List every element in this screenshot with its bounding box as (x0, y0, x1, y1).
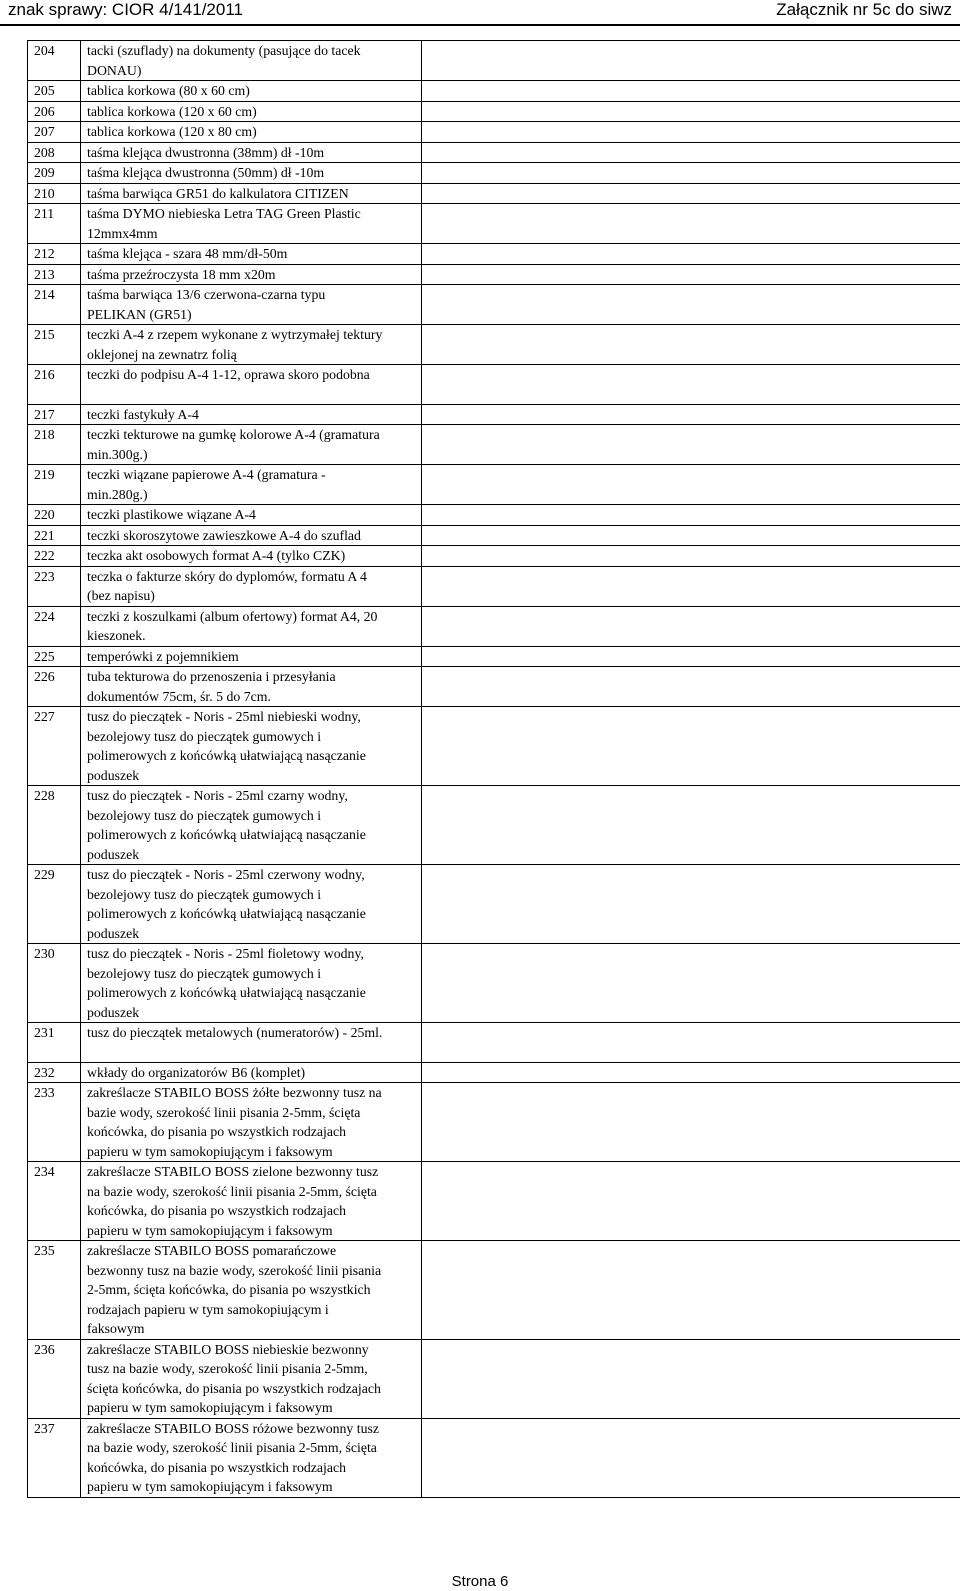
empty-cell (422, 122, 960, 143)
item-description (81, 667, 422, 707)
description-line: rodzajach papieru w tym samokopiującym i (87, 1301, 329, 1317)
description-line: 2-5mm, ścięta końcówka, do pisania po wszystkich (87, 1282, 371, 1297)
item-number: 232 (28, 1062, 81, 1083)
item-description (81, 204, 422, 244)
empty-cell (422, 163, 960, 184)
description-line: końcówka, do pisania po wszystkich rodzajach (87, 1203, 347, 1218)
table-row (28, 606, 960, 646)
table-row (28, 667, 960, 707)
empty-cell (422, 1023, 960, 1063)
description-line: taśma klejąca dwustronna (38mm) dł -10m (87, 144, 325, 160)
empty-cell (422, 101, 960, 122)
table-row (28, 101, 960, 122)
description-line: tablica korkowa (80 x 60 cm) (87, 83, 250, 98)
description-line: polimerowych z końcówką ułatwiającą nasączanie (87, 748, 366, 763)
empty-cell (422, 264, 960, 285)
item-description (81, 546, 422, 567)
table-row (28, 264, 960, 285)
description-line: taśma barwiąca 13/6 czerwona-czarna typu (87, 287, 326, 302)
item-number: 213 (28, 264, 81, 285)
empty-cell (422, 325, 960, 365)
empty-cell (422, 1062, 960, 1083)
empty-cell (422, 365, 960, 405)
description-line: bezolejowy tusz do pieczątek gumowych i (87, 728, 322, 744)
table-row (28, 1162, 960, 1241)
item-description (81, 646, 422, 667)
description-line: teczki skoroszytowe zawieszkowe A-4 do szuflad (87, 527, 361, 543)
item-number: 226 (28, 667, 81, 707)
empty-cell (422, 41, 960, 81)
description-line: papieru w tym samokopiującym i faksowym (87, 1479, 333, 1494)
table-row (28, 707, 960, 786)
description-line: dokumentów 75cm, śr. 5 do 7cm. (87, 688, 271, 704)
item-number: 230 (28, 944, 81, 1023)
case-number: znak sprawy: CIOR 4/141/2011 (8, 0, 243, 19)
item-description (81, 81, 422, 102)
empty-cell (422, 865, 960, 944)
item-number: 211 (28, 204, 81, 244)
empty-cell (422, 1241, 960, 1340)
item-number: 225 (28, 646, 81, 667)
description-line: polimerowych z końcówką ułatwiającą nasączanie (87, 985, 366, 1000)
item-number: 220 (28, 505, 81, 526)
description-line: zakreślacze STABILO BOSS pomarańczowe (87, 1243, 337, 1258)
page-header (0, 0, 960, 26)
item-number: 218 (28, 425, 81, 465)
item-description (81, 1162, 422, 1241)
table-row (28, 786, 960, 865)
description-line: zakreślacze STABILO BOSS niebieskie bezwonny (87, 1341, 369, 1357)
item-description (81, 163, 422, 184)
empty-cell (422, 646, 960, 667)
description-line: oklejonej na zewnatrz folią (87, 346, 237, 362)
description-line: bazie wody, szerokość linii pisania 2-5mm, ścięta (87, 1104, 361, 1120)
item-number: 219 (28, 465, 81, 505)
empty-cell (422, 183, 960, 204)
description-line: poduszek (87, 1004, 140, 1020)
item-description (81, 404, 422, 425)
empty-cell (422, 566, 960, 606)
description-line: (bez napisu) (87, 588, 155, 603)
table-row (28, 1083, 960, 1162)
empty-cell (422, 465, 960, 505)
item-description (81, 41, 422, 81)
description-line: zakreślacze STABILO BOSS różowe bezwonny tusz (87, 1420, 379, 1436)
description-line: teczka akt osobowych format A-4 (tylko CZK) (87, 548, 346, 563)
description-line: tusz do pieczątek - Noris - 25ml fioletowy wodny, (87, 946, 364, 961)
description-line: bezolejowy tusz do pieczątek gumowych i (87, 807, 322, 823)
item-description (81, 101, 422, 122)
item-number: 231 (28, 1023, 81, 1063)
empty-cell (422, 285, 960, 325)
description-line: min.300g.) (87, 446, 148, 462)
item-description (81, 566, 422, 606)
table-row (28, 365, 960, 405)
table-row (28, 1062, 960, 1083)
item-number: 228 (28, 786, 81, 865)
description-line: bezolejowy tusz do pieczątek gumowych i (87, 965, 322, 981)
table-row (28, 325, 960, 365)
item-number: 222 (28, 546, 81, 567)
item-number: 237 (28, 1418, 81, 1497)
empty-cell (422, 142, 960, 163)
empty-cell (422, 1418, 960, 1497)
table-row (28, 41, 960, 81)
table-row (28, 1023, 960, 1063)
description-line: polimerowych z końcówką ułatwiającą nasączanie (87, 827, 366, 842)
item-number: 206 (28, 101, 81, 122)
item-number: 215 (28, 325, 81, 365)
description-line: kieszonek. (87, 628, 146, 643)
item-description (81, 525, 422, 546)
empty-cell (422, 404, 960, 425)
attachment-label: Załącznik nr 5c do siwz (776, 0, 952, 19)
item-description (81, 707, 422, 786)
description-line: taśma przeźroczysta 18 mm x20m (87, 266, 276, 282)
table-row (28, 944, 960, 1023)
item-description (81, 122, 422, 143)
description-line: faksowym (87, 1321, 145, 1336)
description-line: teczki A-4 z rzepem wykonane z wytrzymałej tektury (87, 327, 383, 342)
description-line: ścięta końcówka, do pisania po wszystkich rodzajach (87, 1380, 381, 1396)
table-row (28, 122, 960, 143)
empty-cell (422, 525, 960, 546)
items-table-body (28, 41, 960, 1498)
item-number: 212 (28, 244, 81, 265)
description-line: tacki (szuflady) na dokumenty (pasujące do tacek (87, 43, 361, 58)
item-description (81, 1241, 422, 1340)
table-row (28, 81, 960, 102)
description-line: tuba tekturowa do przenoszenia i przesyłania (87, 669, 336, 684)
page-number: Strona 6 (451, 1573, 509, 1590)
table-row (28, 204, 960, 244)
item-description (81, 425, 422, 465)
item-number: 204 (28, 41, 81, 81)
empty-cell (422, 944, 960, 1023)
table-row (28, 142, 960, 163)
description-line: PELIKAN (GR51) (87, 306, 192, 322)
empty-cell (422, 425, 960, 465)
item-number: 210 (28, 183, 81, 204)
description-line: poduszek (87, 767, 140, 783)
empty-cell (422, 81, 960, 102)
table-row (28, 244, 960, 265)
item-description (81, 325, 422, 365)
items-table (27, 40, 960, 1498)
item-description (81, 1083, 422, 1162)
item-number: 221 (28, 525, 81, 546)
description-line: tusz do pieczątek - Noris - 25ml czarny wodny, (87, 788, 348, 803)
table-row (28, 465, 960, 505)
table-row (28, 505, 960, 526)
description-line: końcówka, do pisania po wszystkich rodzajach (87, 1459, 347, 1475)
item-description (81, 606, 422, 646)
description-line: temperówki z pojemnikiem (87, 648, 239, 664)
empty-cell (422, 1083, 960, 1162)
description-line: papieru w tym samokopiującym i faksowym (87, 1400, 333, 1415)
item-number: 236 (28, 1339, 81, 1418)
item-number: 209 (28, 163, 81, 184)
item-description (81, 505, 422, 526)
item-description (81, 944, 422, 1023)
table-row (28, 285, 960, 325)
item-description (81, 1062, 422, 1083)
description-line: bezwonny tusz na bazie wody, szerokość linii pisania (87, 1262, 382, 1278)
description-line: tablica korkowa (120 x 80 cm) (87, 124, 257, 139)
description-line: teczka o fakturze skóry do dyplomów, formatu A 4 (87, 568, 367, 584)
table-row (28, 1339, 960, 1418)
table-row (28, 546, 960, 567)
description-line: teczki do podpisu A-4 1-12, oprawa skoro podobna (87, 367, 370, 382)
empty-cell (422, 1162, 960, 1241)
item-description (81, 365, 422, 405)
description-line: papieru w tym samokopiującym i faksowym (87, 1143, 333, 1159)
item-number: 227 (28, 707, 81, 786)
table-row (28, 525, 960, 546)
item-number: 224 (28, 606, 81, 646)
description-line: DONAU) (87, 62, 142, 78)
description-line: teczki z koszulkami (album ofertowy) format A4, 20 (87, 608, 378, 624)
description-line: teczki fastykuły A-4 (87, 406, 199, 422)
table-row (28, 865, 960, 944)
empty-cell (422, 244, 960, 265)
description-line: tusz do pieczątek - Noris - 25ml niebieski wodny, (87, 709, 361, 724)
item-number: 217 (28, 404, 81, 425)
item-description (81, 786, 422, 865)
description-line: taśma DYMO niebieska Letra TAG Green Plastic (87, 206, 361, 221)
empty-cell (422, 204, 960, 244)
item-number: 223 (28, 566, 81, 606)
description-line: taśma klejąca dwustronna (50mm) dł -10m (87, 165, 325, 180)
empty-cell (422, 667, 960, 707)
description-line: tusz do pieczątek - Noris - 25ml czerwony wodny, (87, 867, 365, 882)
table-row (28, 404, 960, 425)
item-description (81, 1418, 422, 1497)
description-line: taśma klejąca - szara 48 mm/dł-50m (87, 246, 288, 261)
description-line: polimerowych z końcówką ułatwiającą nasączanie (87, 906, 366, 921)
item-number: 207 (28, 122, 81, 143)
description-line: na bazie wody, szerokość linii pisania 2-5mm, ścięta (87, 1440, 377, 1455)
table-row (28, 425, 960, 465)
header-rule (0, 24, 960, 26)
empty-cell (422, 1339, 960, 1418)
row-spacer (87, 1043, 421, 1062)
description-line: na bazie wody, szerokość linii pisania 2-5mm, ścięta (87, 1183, 377, 1199)
item-number: 234 (28, 1162, 81, 1241)
item-number: 229 (28, 865, 81, 944)
item-description (81, 244, 422, 265)
description-line: teczki tekturowe na gumkę kolorowe A-4 (gramatura (87, 427, 380, 442)
description-line: teczki wiązane papierowe A-4 (gramatura - (87, 467, 326, 482)
description-line: tablica korkowa (120 x 60 cm) (87, 103, 257, 119)
description-line: wkłady do organizatorów B6 (komplet) (87, 1064, 306, 1080)
item-number: 205 (28, 81, 81, 102)
empty-cell (422, 786, 960, 865)
item-number: 208 (28, 142, 81, 163)
empty-cell (422, 606, 960, 646)
description-line: poduszek (87, 925, 140, 941)
empty-cell (422, 505, 960, 526)
description-line: końcówka, do pisania po wszystkich rodzajach (87, 1124, 347, 1139)
table-row (28, 183, 960, 204)
empty-cell (422, 546, 960, 567)
item-number: 235 (28, 1241, 81, 1340)
description-line: zakreślacze STABILO BOSS zielone bezwonny tusz (87, 1164, 379, 1179)
item-number: 233 (28, 1083, 81, 1162)
item-description (81, 285, 422, 325)
item-description (81, 465, 422, 505)
description-line: papieru w tym samokopiującym i faksowym (87, 1222, 333, 1238)
table-row (28, 1418, 960, 1497)
description-line: tusz na bazie wody, szerokość linii pisania 2-5mm, (87, 1361, 368, 1376)
description-line: 12mmx4mm (87, 225, 158, 241)
item-description (81, 183, 422, 204)
item-description (81, 865, 422, 944)
table-row (28, 646, 960, 667)
item-number: 214 (28, 285, 81, 325)
description-line: taśma barwiąca GR51 do kalkulatora CITIZEN (87, 185, 349, 201)
description-line: tusz do pieczątek metalowych (numeratorów) - 25ml. (87, 1025, 383, 1040)
table-row (28, 163, 960, 184)
table-row (28, 566, 960, 606)
item-description (81, 264, 422, 285)
description-line: min.280g.) (87, 486, 148, 502)
item-description (81, 142, 422, 163)
item-description (81, 1023, 422, 1063)
description-line: teczki plastikowe wiązane A-4 (87, 507, 256, 522)
description-line: bezolejowy tusz do pieczątek gumowych i (87, 886, 322, 902)
item-number: 216 (28, 365, 81, 405)
table-row (28, 1241, 960, 1340)
description-line: zakreślacze STABILO BOSS żółte bezwonny tusz na (87, 1085, 382, 1100)
empty-cell (422, 707, 960, 786)
row-spacer (87, 385, 421, 404)
item-description (81, 1339, 422, 1418)
description-line: poduszek (87, 846, 140, 862)
